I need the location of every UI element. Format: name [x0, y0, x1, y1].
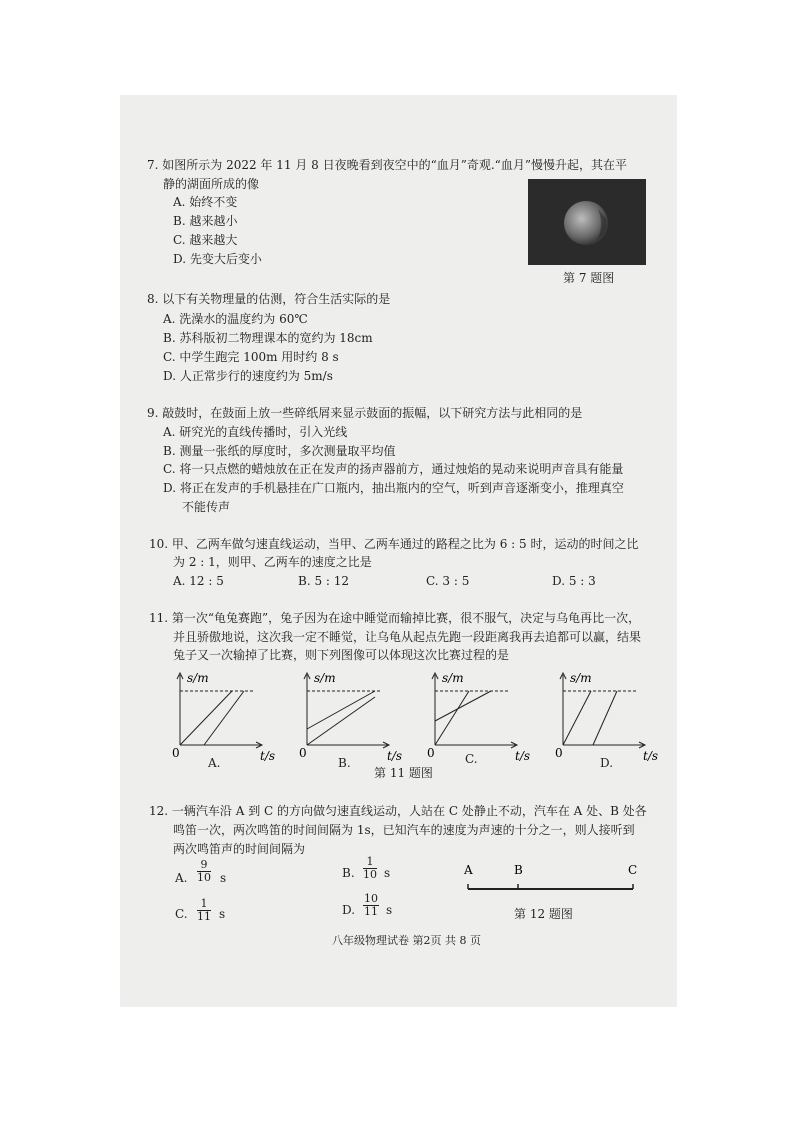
q11-graph-b-letter: B. [338, 756, 351, 770]
blood-moon-photo [528, 179, 646, 265]
q7-stem-line1: 7. 如图所示为 2022 年 11 月 8 日夜晚看到夜空中的“血月”奇观.“血月”慢慢升起，其在平 [147, 158, 627, 172]
q11-graph-a-origin: 0 [172, 746, 180, 760]
q11-graph-a-ylabel: s/m [187, 671, 209, 685]
q12-line-diagram [458, 859, 648, 899]
q12-stem-line1: 12. 一辆汽车沿 A 到 C 的方向做匀速直线运动，人站在 C 处静止不动，汽车在 A 处、B 处各 [149, 804, 647, 818]
q11-graph-d-origin: 0 [555, 746, 563, 760]
q10-option-b: B. 5 : 12 [298, 574, 350, 588]
q12-point-c: C [628, 863, 638, 877]
q12-option-b-letter: B. [342, 866, 355, 880]
q7-option-a: A. 始终不变 [173, 195, 238, 209]
q9-option-d: D. 将正在发声的手机悬挂在广口瓶内，抽出瓶内的空气，听到声音逐渐变小，推理真空 [163, 481, 624, 495]
q7-option-b: B. 越来越小 [173, 214, 238, 228]
q12-option-b-unit: s [384, 866, 391, 880]
q11-graph-c-origin: 0 [427, 746, 435, 760]
q11-graph-a-xlabel: t/s [260, 749, 276, 763]
q12-option-a-unit: s [220, 871, 227, 885]
q12-option-c-unit: s [219, 907, 226, 921]
q11-figure-caption: 第 11 题图 [374, 766, 433, 780]
q11-graph-d-letter: D. [600, 756, 614, 770]
q7-figure-caption: 第 7 题图 [563, 271, 615, 285]
q12-option-c-fraction: $\frac{1}{11}$ [197, 897, 211, 923]
q8-option-b: B. 苏科版初二物理课本的宽约为 18cm [163, 331, 373, 345]
q12-option-d-unit: s [386, 903, 393, 917]
q7-option-c: C. 越来越大 [173, 233, 238, 247]
q10-stem-line2: 为 2 : 1，则甲、乙两车的速度之比是 [173, 555, 372, 569]
q12-option-b-fraction: $\frac{1}{10}$ [363, 855, 377, 881]
q11-graph-d [553, 667, 663, 765]
q9-option-a: A. 研究光的直线传播时，引入光线 [163, 425, 348, 439]
q11-graph-c [425, 667, 535, 765]
q11-graph-c-letter: C. [465, 752, 478, 766]
q12-point-b: B [514, 863, 523, 877]
q12-option-a-fraction: $\frac{9}{10}$ [197, 858, 211, 884]
q12-option-a-letter: A. [175, 871, 188, 885]
q10-option-a: A. 12 : 5 [173, 574, 224, 588]
q7-stem-line2: 静的湖面所成的像 [163, 177, 260, 191]
q9-option-d-continued: 不能传声 [182, 500, 231, 514]
q12-option-d-fraction: $\frac{10}{11}$ [364, 892, 378, 918]
q11-stem-line3: 兔子又一次输掉了比赛，则下列图像可以体现这次比赛过程的是 [173, 648, 510, 662]
q10-option-d: D. 5 : 3 [552, 574, 596, 588]
q11-graph-d-xlabel: t/s [643, 749, 659, 763]
q12-stem-line3: 两次鸣笛声的时间间隔为 [173, 842, 306, 856]
q12-figure-caption: 第 12 题图 [514, 907, 573, 921]
q12-option-d-letter: D. [342, 903, 356, 917]
q9-option-c: C. 将一只点燃的蜡烛放在正在发声的扬声器前方，通过烛焰的晃动来说明声音具有能量 [163, 462, 624, 476]
q9-stem: 9. 敲鼓时，在鼓面上放一些碎纸屑来显示鼓面的振幅，以下研究方法与此相同的是 [147, 406, 583, 420]
q11-graph-b-ylabel: s/m [314, 671, 336, 685]
q8-option-c: C. 中学生跑完 100m 用时约 8 s [163, 350, 339, 364]
q11-graph-b-xlabel: t/s [387, 749, 403, 763]
q11-graph-c-ylabel: s/m [442, 671, 464, 685]
q11-graph-b [297, 667, 407, 765]
q7-option-d: D. 先变大后变小 [173, 252, 262, 266]
q12-point-a: A [464, 863, 473, 877]
q12-option-c-letter: C. [175, 907, 188, 921]
q11-graph-a-letter: A. [208, 756, 221, 770]
q11-graph-d-ylabel: s/m [570, 671, 592, 685]
q8-stem: 8. 以下有关物理量的估测，符合生活实际的是 [147, 292, 391, 306]
q11-stem-line2: 并且骄傲地说，这次我一定不睡觉，让乌龟从起点先跑一段距离我再去追都可以赢，结果 [173, 630, 642, 644]
q11-graph-a [170, 667, 280, 765]
q12-stem-line2: 鸣笛一次，两次鸣笛的时间间隔为 1s，已知汽车的速度为声速的十分之一，则人接听到 [173, 823, 635, 837]
page-footer: 八年级物理试卷 第2页 共 8 页 [332, 934, 481, 947]
q10-stem-line1: 10. 甲、乙两车做匀速直线运动，当甲、乙两车通过的路程之比为 6 : 5 时，运动的时间之比 [149, 537, 639, 551]
q8-option-a: A. 洗澡水的温度约为 60℃ [163, 312, 308, 326]
q10-option-c: C. 3 : 5 [426, 574, 470, 588]
q11-graph-b-origin: 0 [299, 746, 307, 760]
q11-graph-c-xlabel: t/s [515, 749, 531, 763]
exam-page [120, 95, 677, 1007]
q9-option-b: B. 测量一张纸的厚度时，多次测量取平均值 [163, 444, 396, 458]
q11-stem-line1: 11. 第一次“龟兔赛跑”，兔子因为在途中睡觉而输掉比赛，很不服气，决定与乌龟再比一次， [149, 611, 641, 625]
q8-option-d: D. 人正常步行的速度约为 5m/s [163, 369, 333, 383]
